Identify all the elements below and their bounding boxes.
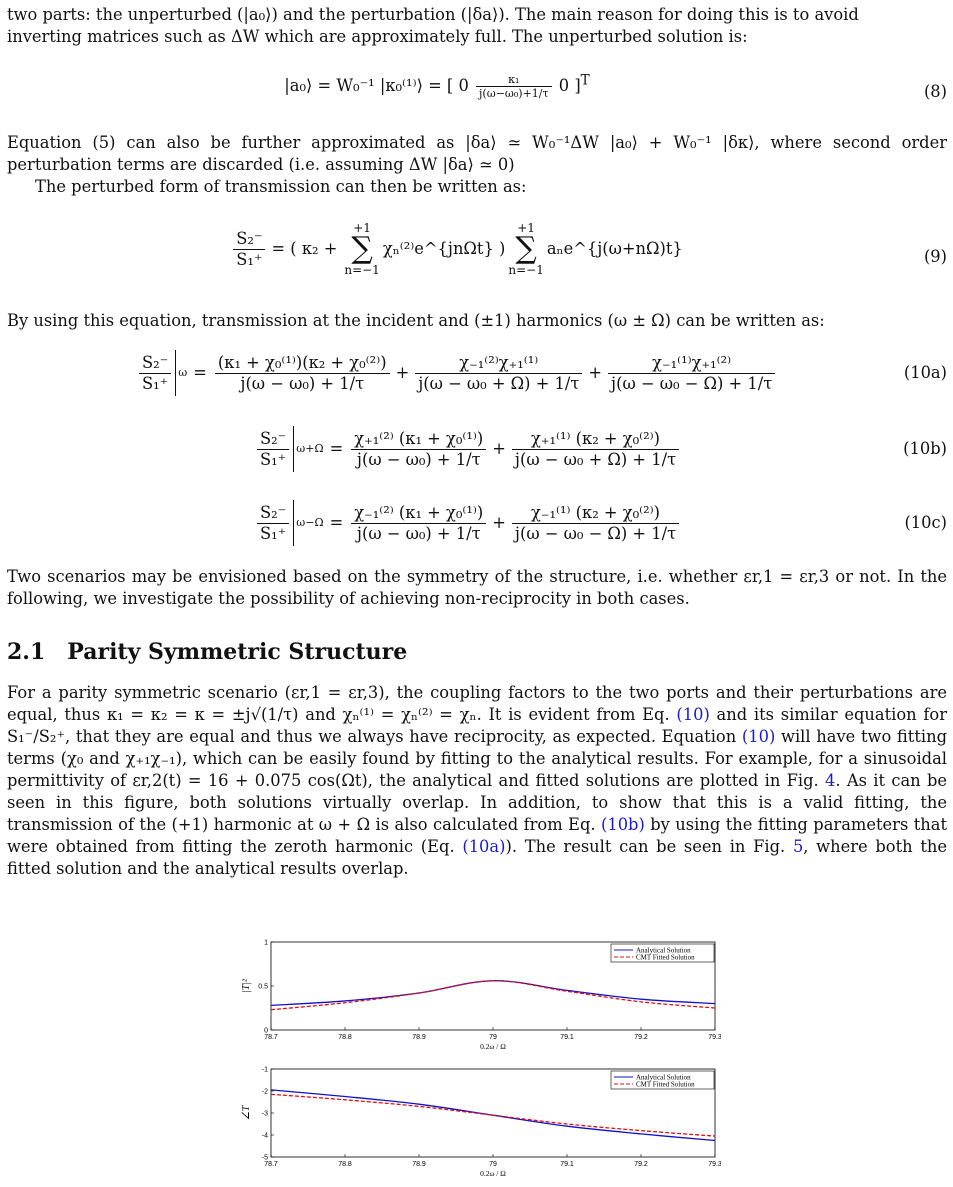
intro-line-1: two parts: the unperturbed (|a₀⟩) and the perturbation (|δa⟩). The main reason for doing this is to avoid: [7, 5, 859, 24]
plot-1-ylabel: ∠T: [241, 1105, 252, 1121]
eq10b-lhs: [257, 429, 289, 470]
eq10c-lhs: [257, 503, 289, 544]
eq10a-ref-link[interactable]: (10a): [462, 837, 506, 856]
equation-9: [7, 222, 947, 292]
plot-0-ytick-label: 0.5: [258, 983, 268, 991]
eq8-lhs: |a₀⟩ = W₀⁻¹ |κ₀⁽¹⁾⟩ = [ 0: [284, 76, 469, 96]
equation-8: [7, 70, 947, 114]
eq10a-lhs-den: S₁⁺: [142, 373, 169, 393]
plot-0-xlabel: 0.2ω / Ω: [480, 1042, 506, 1051]
eq10-ref-link[interactable]: (10): [676, 705, 710, 724]
fig5-ref-link[interactable]: 5: [792, 837, 804, 856]
para5-b: and its similar equation for S₁⁻/S₂⁺, that they are equal and thus we always have reciprocity, as expected. Equation: [7, 705, 947, 746]
eq10a-eval-sub: ω: [178, 366, 188, 379]
para5-g: , where both the fitted solution and the analytical results overlap.: [7, 837, 947, 878]
eq10a-term2: [415, 353, 582, 394]
eq8-rhs: 0 ]: [558, 76, 581, 96]
eq10a-lhs: [139, 353, 171, 394]
eq10b-lhs-num: S₂⁻: [257, 429, 289, 450]
eq10b-t2-num: χ₊₁⁽¹⁾ (κ₂ + χ₀⁽²⁾): [512, 429, 679, 450]
eq10a-t2-num: χ₋₁⁽²⁾χ₊₁⁽¹⁾: [415, 353, 582, 374]
eq10b-t1-den: j(ω − ω₀) + 1/τ: [356, 449, 481, 469]
eq10a-t2-den: j(ω − ω₀ + Ω) + 1/τ: [418, 373, 580, 393]
eq10b-ref-link[interactable]: (10b): [600, 815, 645, 834]
equation-10b: $\frac{\text{S₂⁻}}{\text{S₁⁺}}$ ω+Ω = $\frac{\text{χ₊₁⁽²⁾ (κ₁ + χ₀⁽¹⁾)}}{\text{j(ω − ω₀) + 1/τ}}$ + $\frac{\text{χ₊₁⁽¹⁾ (κ₂ + χ₀⁽²⁾)}}{\text{j(ω − ω₀ + Ω) + 1/τ}}$ (10b): [255, 420, 947, 478]
eq9-lhs: [233, 229, 265, 270]
eq9-lhs-num: S₂⁻: [233, 229, 265, 250]
eq10a-number: (10a): [903, 363, 947, 382]
plot-1-xtick-label: 79.2: [634, 1161, 648, 1168]
plot-0-ylabel: |T|²: [241, 978, 252, 994]
eq9-number: (9): [923, 247, 947, 266]
plot-1-xtick-label: 79: [489, 1161, 497, 1168]
eq10b-t1-num: χ₊₁⁽²⁾ (κ₁ + χ₀⁽¹⁾): [351, 429, 486, 450]
plot-1-ytick-label: -5: [261, 1154, 268, 1162]
eq10c-t1-num: χ₋₁⁽²⁾ (κ₁ + χ₀⁽¹⁾): [351, 503, 486, 524]
plot-1-legend-label: CMT Fitted Solution: [636, 1080, 695, 1089]
plot-0-xtick-label: 79.2: [634, 1034, 648, 1041]
plot-0-xtick-label: 79.3: [708, 1034, 721, 1041]
plot-1-xtick-label: 78.8: [338, 1161, 352, 1168]
eq8-frac-num: κ₁: [476, 73, 552, 87]
plot-1-xtick-label: 79.3: [708, 1161, 721, 1168]
eq10a-t1-den: j(ω − ω₀) + 1/τ: [240, 373, 365, 393]
para2-text2: The perturbed form of transmission can then be written as:: [35, 177, 527, 196]
eq9-sum2-top: +1: [517, 221, 535, 235]
eq9-sum1-bot: n=−1: [344, 263, 380, 277]
eq9-sum-2: +1 ∑ n=−1: [508, 221, 544, 277]
eq10b-term1: [351, 429, 486, 470]
para5-d: . As it can be seen in this figure, both solutions virtually overlap. In addition, to show that this is a valid fitting, the transmission of the (+1) harmonic at ω + Ω is also calculated from Eq.: [7, 771, 948, 834]
plot-1-ytick-label: -4: [261, 1132, 268, 1140]
eq10a-term1: [215, 353, 390, 394]
plot-0-xtick-label: 78.7: [264, 1034, 278, 1041]
para5-c: will have two fitting terms (χ₀ and χ₊₁χ₋₁), which can be easily found by fitting to the analytical results. For example, for a sinusoidal permittivity of εr,2(t) = 16 + 0.075 cos(Ωt), the analytical and fitted solutions are plotted in Fig.: [7, 727, 947, 790]
plot-1-ytick-label: -3: [261, 1110, 268, 1118]
equation-10a: $\frac{\text{S₂⁻}}{\text{S₁⁺}}$ ω = $\frac{\text{(κ₁ + χ₀⁽¹⁾)(κ₂ + χ₀⁽²⁾)}}{\text{j(ω − ω₀) + 1/τ}}$ + $\frac{\text{χ₋₁⁽²⁾χ₊₁⁽¹⁾}}{\text{j(ω − ω₀ + Ω) + 1/τ}}$ + $\frac{\text{χ₋₁⁽¹⁾χ₊₁⁽²⁾}}{\text{j(ω − ω₀ − Ω) + 1/τ}}$ (10a): [137, 344, 947, 402]
plot-1-xtick-label: 78.7: [264, 1161, 278, 1168]
eq10-ref-link-2[interactable]: (10): [741, 727, 776, 746]
eq8-fraction: [476, 73, 552, 100]
eq10c-t1-den: j(ω − ω₀) + 1/τ: [356, 523, 481, 543]
plot-0-ytick-label: 1: [264, 939, 268, 947]
eq9-mid: = ( κ₂ +: [271, 239, 338, 258]
intro-paragraph: [7, 4, 947, 48]
section-heading: [7, 641, 947, 663]
plot-0-ytick-label: 0: [264, 1027, 268, 1035]
plot-0-xtick-label: 78.9: [412, 1034, 426, 1041]
fig4-ref-link[interactable]: 4: [825, 771, 836, 790]
eq10a-term3: [608, 353, 775, 394]
paragraph-4: Two scenarios may be envisioned based on the symmetry of the structure, i.e. whether εr,1 = εr,3 or not. In the following, we investigate the possibility of achieving non-reciprocity in both cases.: [7, 567, 947, 608]
eq8-sup: T: [580, 73, 590, 89]
plot-0-xtick-label: 79: [489, 1034, 497, 1041]
plot-1-xtick-label: 79.1: [560, 1161, 574, 1168]
plot-1-ytick-label: -1: [261, 1066, 268, 1074]
plot-1-legend-label: Analytical Solution: [636, 1073, 691, 1082]
plot-0-xtick-label: 78.8: [338, 1034, 352, 1041]
para5-e: by using the fitting parameters that were obtained from fitting the zeroth harmonic (Eq.: [7, 815, 948, 856]
eq10c-eval-sub: ω−Ω: [296, 516, 324, 529]
eq9-sum2-bot: n=−1: [508, 263, 544, 277]
eq10b-lhs-den: S₁⁺: [260, 449, 287, 469]
eq10c-lhs-num: S₂⁻: [257, 503, 289, 524]
paragraph-3: By using this equation, transmission at the incident and (±1) harmonics (ω ± Ω) can be written as:: [7, 311, 825, 330]
figure-4-plots: [231, 936, 721, 1181]
eq9-sum1-top: +1: [353, 221, 371, 235]
eq10b-term2: [512, 429, 679, 470]
eq10a-lhs-num: S₂⁻: [139, 353, 171, 374]
eq9-term2: aₙe^{j(ω+nΩ)t}: [546, 239, 683, 258]
eq9-term1: χₙ⁽²⁾e^{jnΩt} ): [382, 239, 506, 258]
eq10c-t2-num: χ₋₁⁽¹⁾ (κ₂ + χ₀⁽²⁾): [512, 503, 679, 524]
equation-10c: $\frac{\text{S₂⁻}}{\text{S₁⁺}}$ ω−Ω = $\frac{\text{χ₋₁⁽²⁾ (κ₁ + χ₀⁽¹⁾)}}{\text{j(ω − ω₀) + 1/τ}}$ + $\frac{\text{χ₋₁⁽¹⁾ (κ₂ + χ₀⁽²⁾)}}{\text{j(ω − ω₀ − Ω) + 1/τ}}$ (10c): [255, 494, 947, 552]
plot-0-xtick-label: 79.1: [560, 1034, 574, 1041]
eq8-number: (8): [923, 82, 947, 101]
eq10a-t1-num: (κ₁ + χ₀⁽¹⁾)(κ₂ + χ₀⁽²⁾): [215, 353, 390, 374]
eq10c-number: (10c): [904, 513, 947, 532]
paragraph-2: [7, 132, 947, 198]
eq10a-t3-num: χ₋₁⁽¹⁾χ₊₁⁽²⁾: [608, 353, 775, 374]
eq9-lhs-den: S₁⁺: [236, 249, 263, 269]
plot-1-xlabel: 0.2ω / Ω: [480, 1169, 506, 1178]
figure-4: [231, 936, 721, 1181]
eq9-sum-1: +1 ∑ n=−1: [344, 221, 380, 277]
eq10c-term2: [512, 503, 679, 544]
eq10c-lhs-den: S₁⁺: [260, 523, 287, 543]
eq10c-term1: [351, 503, 486, 544]
eq10c-t2-den: j(ω − ω₀ − Ω) + 1/τ: [514, 523, 677, 543]
eq10a-t3-den: j(ω − ω₀ − Ω) + 1/τ: [611, 373, 773, 393]
plot-0-legend-label: CMT Fitted Solution: [636, 953, 695, 962]
eq10b-eval-sub: ω+Ω: [296, 442, 324, 455]
section-number: 2.1: [7, 639, 46, 665]
plot-1-ytick-label: -2: [261, 1088, 268, 1096]
eq10b-number: (10b): [903, 439, 947, 458]
para2-text: Equation (5) can also be further approximated as |δa⟩ ≃ W₀⁻¹ΔW |a₀⟩ + W₀⁻¹ |δκ⟩, where second order perturbation terms are discarded (i.e. assuming ΔW |δa⟩ ≃ 0): [7, 133, 947, 174]
plot-0-legend-label: Analytical Solution: [636, 946, 691, 955]
paragraph-5: [7, 682, 947, 880]
eq10b-t2-den: j(ω − ω₀ + Ω) + 1/τ: [514, 449, 677, 469]
plot-1-xtick-label: 78.9: [412, 1161, 426, 1168]
eq8-frac-den: j(ω−ω₀)+1/τ: [479, 87, 549, 101]
section-title: Parity Symmetric Structure: [67, 639, 408, 665]
intro-line-2: inverting matrices such as ΔW which are approximately full. The unperturbed solution is:: [7, 27, 748, 46]
para5-f: ). The result can be seen in Fig.: [505, 837, 793, 856]
para5-a: For a parity symmetric scenario (εr,1 = εr,3), the coupling factors to the two ports and their perturbations are equal, thus κ₁ = κ₂ = κ = ±j√(1/τ) and χₙ⁽¹⁾ = χₙ⁽²⁾ = χₙ. It is evident from Eq.: [7, 683, 947, 724]
